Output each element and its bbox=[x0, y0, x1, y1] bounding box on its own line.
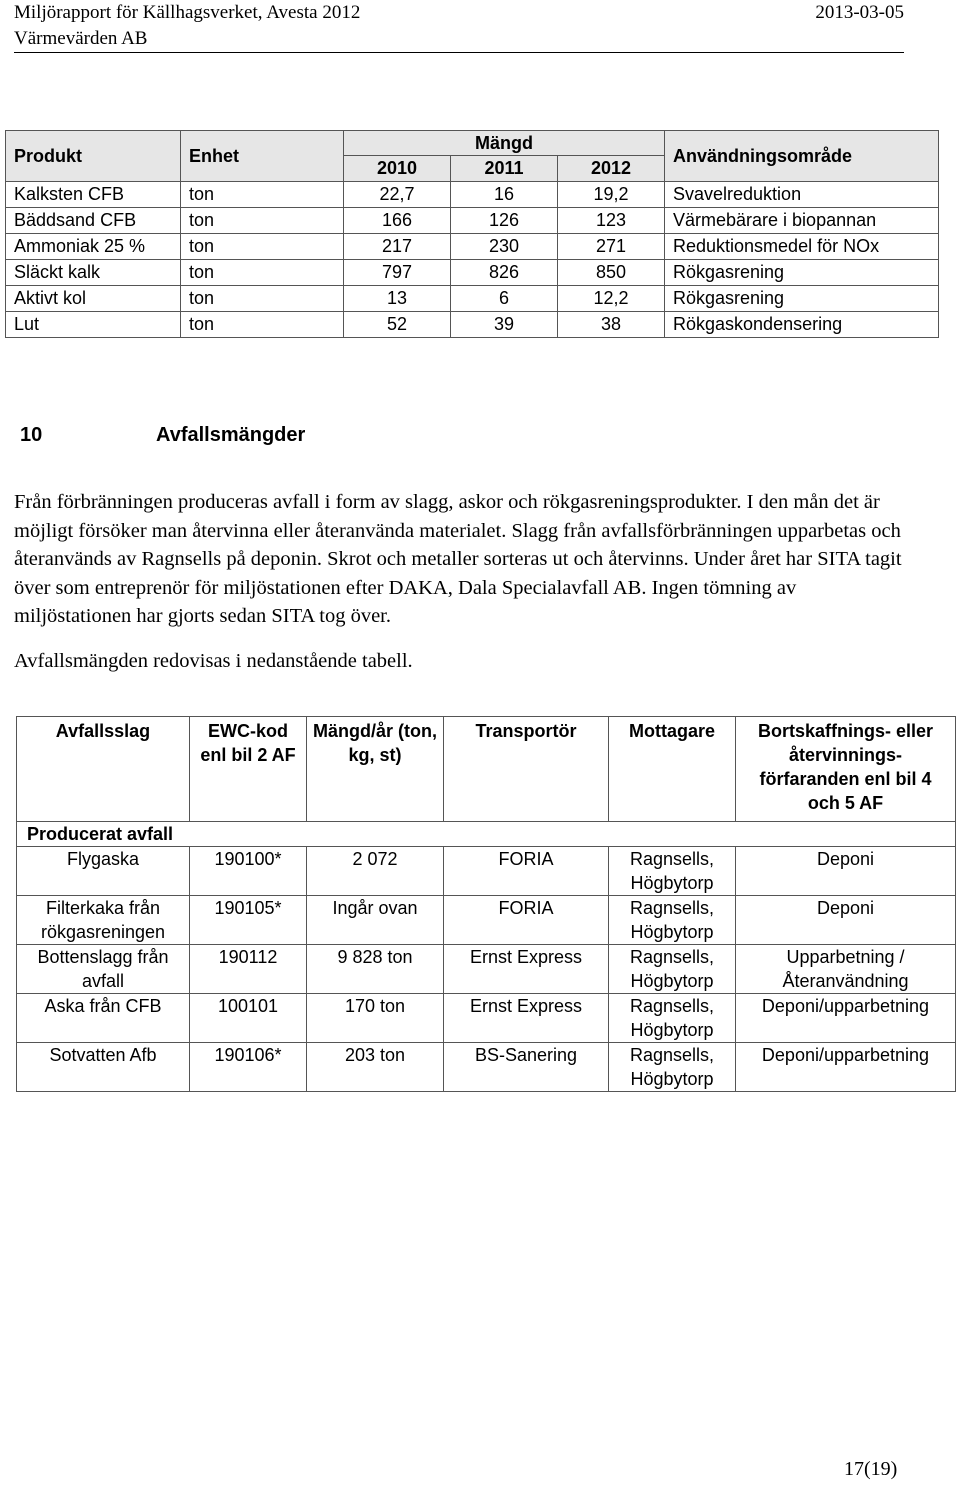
col-year-2010: 2010 bbox=[344, 156, 451, 182]
cell-use: Rökgaskondensering bbox=[665, 312, 939, 338]
cell-receiver: Ragnsells, Högbytorp bbox=[609, 994, 736, 1043]
page-number: 17(19) bbox=[844, 1458, 898, 1480]
waste-table bbox=[16, 716, 956, 1092]
cell-ewc-code: 190100* bbox=[190, 847, 307, 896]
table-row bbox=[6, 312, 939, 338]
col-transporter: Transportör bbox=[444, 717, 609, 822]
cell-product: Ammoniak 25 % bbox=[6, 234, 181, 260]
cell-waste-type: Bottenslagg från avfall bbox=[17, 945, 190, 994]
col-ewc-code: EWC-kod enl bil 2 AF bbox=[190, 717, 307, 822]
cell-transporter: BS-Sanering bbox=[444, 1043, 609, 1092]
col-receiver: Mottagare bbox=[609, 717, 736, 822]
cell-2011: 16 bbox=[451, 182, 558, 208]
cell-amount: 203 ton bbox=[307, 1043, 444, 1092]
cell-method: Deponi bbox=[736, 896, 956, 945]
cell-method: Upparbetning /Återanvändning bbox=[736, 945, 956, 994]
paragraph: Från förbränningen produceras avfall i form av slagg, askor och rökgasreningsprodukter. I den mån det är möjligt försöker man återvinna eller återanvända materialet. Slagg från avfallsförbränningen upparbetas och återanvänds av Ragnsells på deponin. Skrot och metaller sorteras ut och återvinns. Under året har SITA tagit över som entreprenör för miljöstationen efter DAKA, Dala Specialavfall AB. Ingen tömning av miljöstationen har gjorts sedan SITA tog över. bbox=[14, 491, 902, 628]
body-text bbox=[14, 488, 914, 676]
cell-transporter: Ernst Express bbox=[444, 994, 609, 1043]
col-year-2011: 2011 bbox=[451, 156, 558, 182]
cell-2011: 826 bbox=[451, 260, 558, 286]
table-row bbox=[6, 182, 939, 208]
col-waste-type: Avfallsslag bbox=[17, 717, 190, 822]
col-amount: Mängd bbox=[344, 131, 665, 156]
cell-2010: 52 bbox=[344, 312, 451, 338]
cell-2010: 797 bbox=[344, 260, 451, 286]
cell-amount: Ingår ovan bbox=[307, 896, 444, 945]
cell-2012: 271 bbox=[558, 234, 665, 260]
paragraph: Avfallsmängden redovisas i nedanstående tabell. bbox=[14, 649, 413, 672]
cell-2012: 123 bbox=[558, 208, 665, 234]
col-use: Användningsområde bbox=[665, 131, 939, 182]
cell-2011: 6 bbox=[451, 286, 558, 312]
cell-2012: 850 bbox=[558, 260, 665, 286]
cell-waste-type: Aska från CFB bbox=[17, 994, 190, 1043]
cell-receiver: Ragnsells, Högbytorp bbox=[609, 945, 736, 994]
cell-2010: 22,7 bbox=[344, 182, 451, 208]
waste-table-body bbox=[17, 822, 956, 1092]
cell-product: Bäddsand CFB bbox=[6, 208, 181, 234]
cell-amount: 9 828 ton bbox=[307, 945, 444, 994]
table-row bbox=[17, 994, 956, 1043]
cell-transporter: FORIA bbox=[444, 847, 609, 896]
cell-receiver: Ragnsells, Högbytorp bbox=[609, 1043, 736, 1092]
cell-waste-type: Filterkaka från rökgasreningen bbox=[17, 896, 190, 945]
section-heading bbox=[20, 424, 305, 447]
section-title: Avfallsmängder bbox=[156, 424, 306, 446]
cell-receiver: Ragnsells, Högbytorp bbox=[609, 896, 736, 945]
subheader-produced-waste: Producerat avfall bbox=[17, 822, 956, 847]
cell-method: Deponi bbox=[736, 847, 956, 896]
cell-product: Kalksten CFB bbox=[6, 182, 181, 208]
header-divider bbox=[14, 52, 904, 53]
cell-method: Deponi/upparbetning bbox=[736, 1043, 956, 1092]
report-date: 2013-03-05 bbox=[815, 2, 904, 23]
chemicals-table bbox=[5, 130, 939, 338]
cell-product: Aktivt kol bbox=[6, 286, 181, 312]
company-name: Värmevärden AB bbox=[14, 28, 148, 49]
cell-use: Reduktionsmedel för NOx bbox=[665, 234, 939, 260]
cell-product: Lut bbox=[6, 312, 181, 338]
cell-2011: 230 bbox=[451, 234, 558, 260]
cell-2010: 166 bbox=[344, 208, 451, 234]
table-row bbox=[6, 260, 939, 286]
cell-receiver: Ragnsells, Högbytorp bbox=[609, 847, 736, 896]
cell-transporter: Ernst Express bbox=[444, 945, 609, 994]
table-row bbox=[17, 945, 956, 994]
col-unit: Enhet bbox=[181, 131, 344, 182]
cell-transporter: FORIA bbox=[444, 896, 609, 945]
report-title: Miljörapport för Källhagsverket, Avesta 2012 bbox=[14, 2, 361, 23]
table-row bbox=[17, 1043, 956, 1092]
cell-ewc-code: 190105* bbox=[190, 896, 307, 945]
cell-unit: ton bbox=[181, 286, 344, 312]
cell-2010: 217 bbox=[344, 234, 451, 260]
table-row bbox=[6, 286, 939, 312]
cell-use: Rökgasrening bbox=[665, 286, 939, 312]
col-product: Produkt bbox=[6, 131, 181, 182]
cell-use: Rökgasrening bbox=[665, 260, 939, 286]
col-year-2012: 2012 bbox=[558, 156, 665, 182]
table-row bbox=[17, 896, 956, 945]
cell-unit: ton bbox=[181, 208, 344, 234]
cell-waste-type: Flygaska bbox=[17, 847, 190, 896]
cell-unit: ton bbox=[181, 312, 344, 338]
cell-2012: 12,2 bbox=[558, 286, 665, 312]
cell-amount: 2 072 bbox=[307, 847, 444, 896]
cell-product: Släckt kalk bbox=[6, 260, 181, 286]
cell-waste-type: Sotvatten Afb bbox=[17, 1043, 190, 1092]
col-disposal-method: Bortskaffnings- eller återvinnings-förfaranden enl bil 4 och 5 AF bbox=[736, 717, 956, 822]
cell-use: Värmebärare i biopannan bbox=[665, 208, 939, 234]
cell-ewc-code: 100101 bbox=[190, 994, 307, 1043]
cell-ewc-code: 190106* bbox=[190, 1043, 307, 1092]
cell-use: Svavelreduktion bbox=[665, 182, 939, 208]
table-row bbox=[6, 208, 939, 234]
cell-unit: ton bbox=[181, 260, 344, 286]
table-row bbox=[17, 847, 956, 896]
section-number: 10 bbox=[20, 424, 43, 446]
table-subheader-row bbox=[17, 822, 956, 847]
cell-unit: ton bbox=[181, 234, 344, 260]
page-header bbox=[14, 0, 904, 52]
cell-method: Deponi/upparbetning bbox=[736, 994, 956, 1043]
cell-2011: 126 bbox=[451, 208, 558, 234]
cell-ewc-code: 190112 bbox=[190, 945, 307, 994]
table-row bbox=[6, 234, 939, 260]
col-amount-per-year: Mängd/år (ton, kg, st) bbox=[307, 717, 444, 822]
cell-unit: ton bbox=[181, 182, 344, 208]
cell-2012: 19,2 bbox=[558, 182, 665, 208]
cell-2012: 38 bbox=[558, 312, 665, 338]
chemicals-table-body bbox=[6, 182, 939, 338]
cell-amount: 170 ton bbox=[307, 994, 444, 1043]
cell-2011: 39 bbox=[451, 312, 558, 338]
cell-2010: 13 bbox=[344, 286, 451, 312]
